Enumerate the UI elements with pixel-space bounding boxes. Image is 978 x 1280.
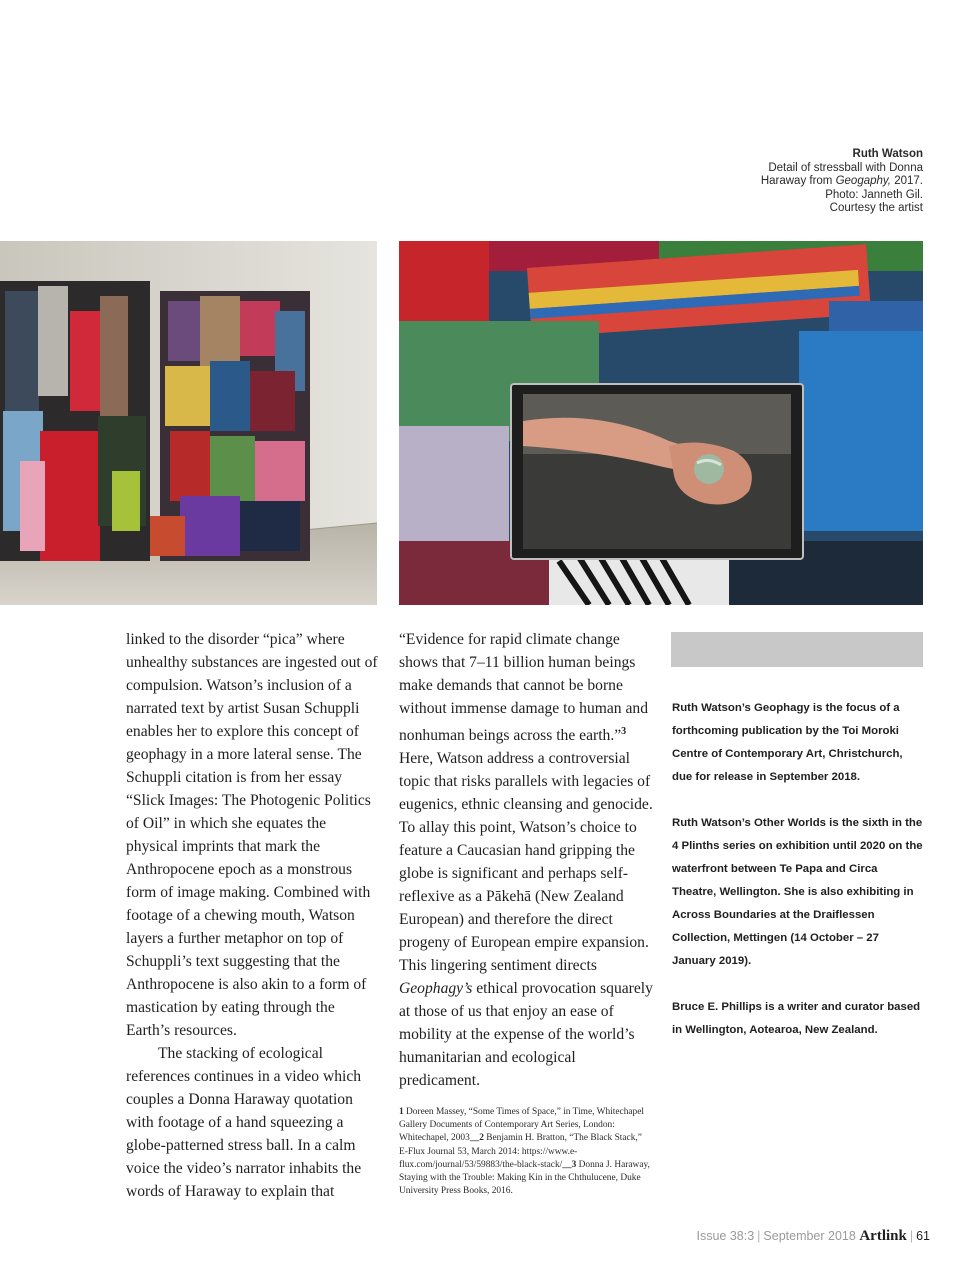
footnote-text: Donna J. Haraway, Staying with the Trouble: Making Kin in the Chthulucene, Duke University Press Books, 2016.: [399, 1159, 650, 1197]
clothing-pile-installation-photo: [0, 241, 377, 605]
footnotes: [399, 1106, 653, 1198]
issue-date: September 2018: [763, 1229, 856, 1243]
body-paragraph: linked to the disorder “pica” where unhealthy substances are ingested out of compulsion. Watson’s inclusion of a narrated text by artist Susan Schuppli enables her to explore this concept of geophagy in a more lateral sense. The Schuppli citation is from her essay “Slick Images: The Photogenic Politics of Oil” in which she equates the physical imprints that mark the Anthropocene epoch as a monstrous form of image making. Combined with footage of a chewing mouth, Watson layers a further metaphor on top of Schuppli’s text suggesting that the Anthropocene is also akin to a form of mastication by eating through the Earth’s resources.: [126, 631, 378, 1039]
page-number: 61: [916, 1229, 930, 1243]
page-footer: Issue 38:3 | September 2018 Artlink | 61: [696, 1228, 930, 1244]
caption-line-4: Courtesy the artist: [829, 202, 923, 214]
body-paragraph: “Evidence for rapid climate change shows that 7–11 billion human beings make demands that cannot be borne without immense damage to human and nonhuman beings across the earth.”$^3$ Here, Watson address a controversial topic that risks parallels with legacies of eugenics, ethnic cleansing and genocide. To allay this point, Watson’s choice to feature a Caucasian hand gripping the globe is significant and perhaps self-reflexive as a Pākehā (New Zealand European) and therefore the direct progeny of European empire expansion. This lingering sentiment directs Geophagy’s ethical provocation squarely at those of us that enjoy an ease of mobility at the expense of the world’s humanitarian and ecological predicament.: [399, 631, 653, 1090]
caption-line-3: Photo: Janneth Gil.: [825, 188, 923, 201]
footnote-number: __3: [562, 1159, 577, 1170]
sidebar-notes: [672, 697, 924, 1065]
sidebar-header-block: [671, 632, 923, 667]
footnote-number: __2: [469, 1133, 484, 1144]
footnote-text[interactable]: Benjamin H. Bratton, “The Black Stack,” E-Flux Journal 53, March 2014: https://www.e-flux.com/journal/53/59883/the-black-stack/: [399, 1133, 642, 1170]
caption-artist: Ruth Watson: [852, 148, 923, 160]
image-caption: [703, 148, 923, 216]
footnote-reference[interactable]: 3: [621, 726, 627, 737]
caption-work-title: Geogaphy,: [835, 175, 892, 187]
sidebar-note: Ruth Watson’s Other Worlds is the sixth in the 4 Plinths series on exhibition until 2020 on the waterfront between Te Papa and Circa Theatre, Wellington. She is also exhibiting in Across Boundaries at the Draiflessen Collection, Mettingen (14 October – 27 January 2019).: [672, 817, 923, 967]
magazine-name: Artlink: [859, 1228, 907, 1244]
caption-line-1: Detail of stressball with Donna: [768, 161, 923, 174]
caption-line-2: Haraway from Geogaphy, 2017.: [760, 175, 923, 187]
author-bio: Bruce E. Phillips is a writer and curator based in Wellington, Aotearoa, New Zealand.: [672, 1001, 921, 1036]
body-column-2: [399, 628, 653, 1092]
stressball-monitor-detail-photo: [399, 241, 923, 605]
work-title: Geophagy’s: [399, 980, 473, 998]
footnote-number: 1: [399, 1107, 404, 1117]
body-paragraph: The stacking of ecological references continues in a video which couples a Donna Haraway quotation with footage of a hand squeezing a globe-patterned stress ball. In a calm voice the video’s narrator inhabits the words of Haraway to explain that: [126, 1045, 362, 1200]
sidebar-note: Ruth Watson’s Geophagy is the focus of a forthcoming publication by the Toi Moroki Centre of Contemporary Art, Christchurch, due for release in September 2018.: [672, 702, 903, 783]
body-column-1: [126, 628, 378, 1203]
issue-number: Issue 38:3: [696, 1229, 755, 1243]
footnote-text: Doreen Massey, “Some Times of Space,” in Time, Whitechapel Gallery Documents of Contemporary Art Series, London: Whitechapel, 2003: [399, 1107, 645, 1144]
